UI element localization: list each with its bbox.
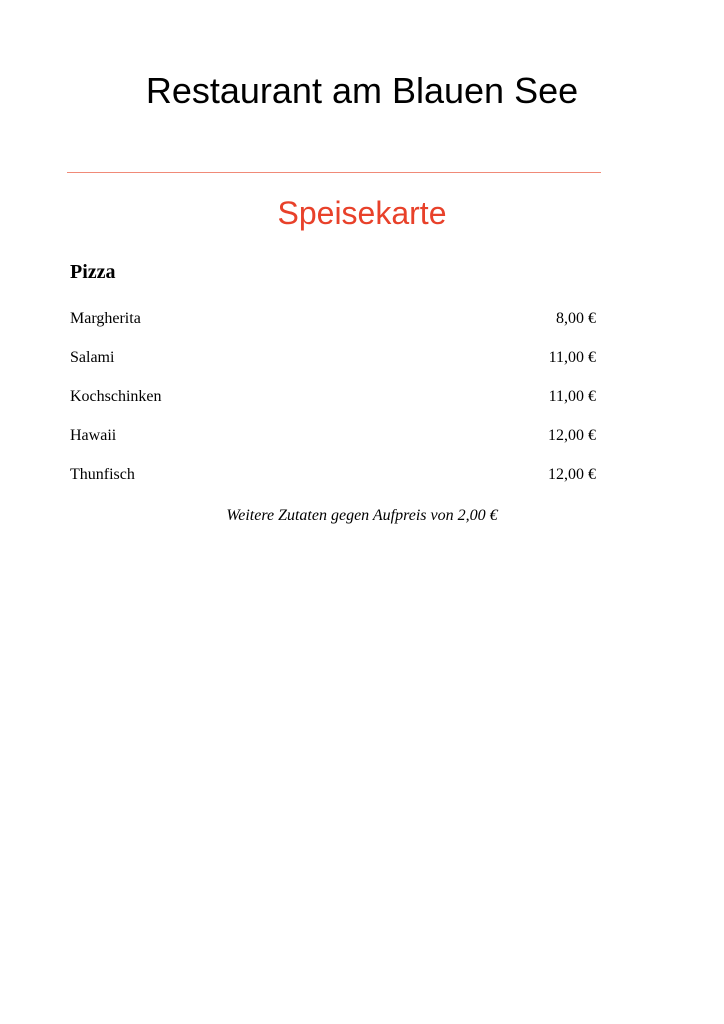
menu-item-name: Salami xyxy=(70,349,115,366)
menu-item-price: 11,00 € xyxy=(548,388,596,405)
menu-item-name: Hawaii xyxy=(70,427,117,444)
menu-title: Speisekarte xyxy=(277,195,447,231)
menu-item xyxy=(70,308,596,347)
menu-item-name: Thunfisch xyxy=(70,466,135,483)
menu-item xyxy=(70,464,596,503)
menu-item-price: 8,00 € xyxy=(556,310,596,327)
section-title-pizza: Pizza xyxy=(70,261,116,283)
pizza-menu-list xyxy=(70,308,596,503)
menu-item-price: 12,00 € xyxy=(548,466,596,483)
menu-item xyxy=(70,386,596,425)
menu-item-price: 11,00 € xyxy=(548,349,596,366)
menu-item xyxy=(70,347,596,386)
menu-item-name: Margherita xyxy=(70,310,141,327)
menu-item xyxy=(70,425,596,464)
menu-item-price: 12,00 € xyxy=(548,427,596,444)
title-divider xyxy=(67,172,601,173)
restaurant-title: Restaurant am Blauen See xyxy=(145,70,579,111)
extra-toppings-note: Weitere Zutaten gegen Aufpreis von 2,00 € xyxy=(226,507,498,524)
menu-item-name: Kochschinken xyxy=(70,388,162,405)
